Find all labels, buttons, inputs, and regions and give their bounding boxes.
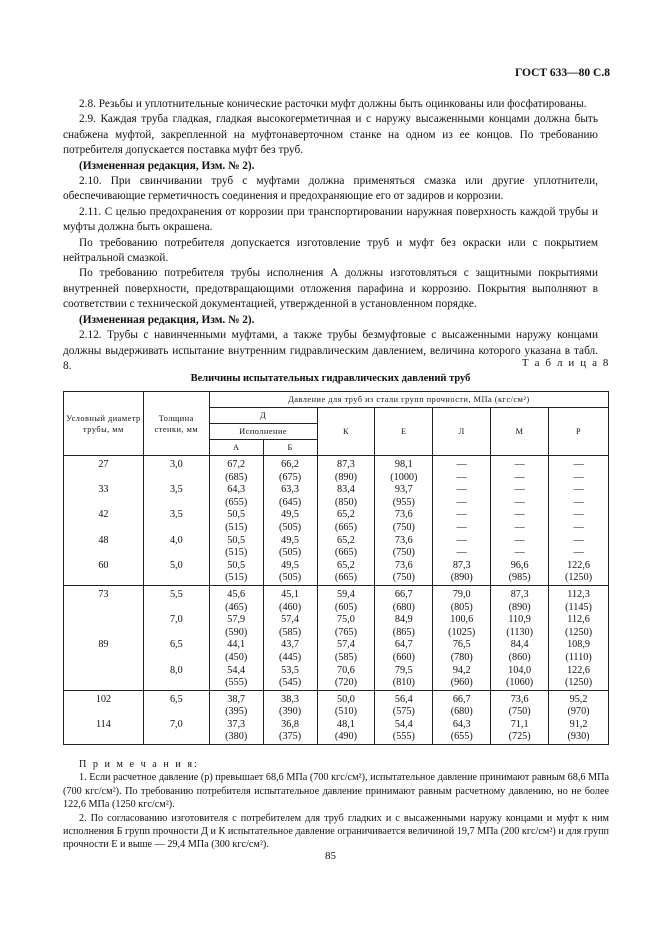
table-cell-b: 36,8 <box>263 719 317 732</box>
table-row <box>64 535 609 548</box>
table-cell-a: (555) <box>209 677 263 690</box>
page-number: 85 <box>325 850 336 862</box>
table-cell-k: (720) <box>317 677 375 690</box>
table-cell-e: (750) <box>375 547 433 560</box>
table-cell-l: — <box>433 509 491 522</box>
table-row <box>64 627 609 640</box>
table-cell-d <box>64 472 144 485</box>
table-cell-m: (890) <box>491 602 549 615</box>
table-cell-a: (450) <box>209 652 263 665</box>
table-row <box>64 572 609 585</box>
table-cell-b: (505) <box>263 522 317 535</box>
table-cell-e: 73,6 <box>375 509 433 522</box>
table-cell-e: 56,4 <box>375 690 433 706</box>
table-cell-b: (460) <box>263 602 317 615</box>
table-cell-t <box>143 547 209 560</box>
table-cell-a: 38,7 <box>209 690 263 706</box>
table-cell-t: 7,0 <box>143 719 209 732</box>
table-cell-k: 83,4 <box>317 484 375 497</box>
table-cell-e: (660) <box>375 652 433 665</box>
header-execution: Исполнение <box>209 424 317 440</box>
table-cell-m: — <box>491 472 549 485</box>
table-cell-k: 70,6 <box>317 665 375 678</box>
table-cell-m: 84,4 <box>491 639 549 652</box>
table-cell-r: — <box>549 509 609 522</box>
table-cell-l: — <box>433 472 491 485</box>
table-cell-b: 38,3 <box>263 690 317 706</box>
table-cell-b: (375) <box>263 731 317 744</box>
table-cell-a: (465) <box>209 602 263 615</box>
header-group-e: Е <box>375 408 433 456</box>
table-cell-k: (850) <box>317 497 375 510</box>
header-exec-a: А <box>209 440 263 456</box>
table-cell-t <box>143 572 209 585</box>
table-cell-r: (970) <box>549 706 609 719</box>
table-cell-d <box>64 731 144 744</box>
table-row <box>64 639 609 652</box>
table-cell-t: 3,0 <box>143 456 209 472</box>
table-cell-k: 65,2 <box>317 535 375 548</box>
table-cell-r: — <box>549 472 609 485</box>
table-cell-k: 75,0 <box>317 614 375 627</box>
table-cell-t <box>143 706 209 719</box>
table-cell-r: (1250) <box>549 677 609 690</box>
table-cell-l: (780) <box>433 652 491 665</box>
header-pressure: Давление для труб из стали групп прочности, МПа (кгс/см²) <box>209 392 608 408</box>
table-cell-a: (395) <box>209 706 263 719</box>
table-cell-d: 102 <box>64 690 144 706</box>
table-cell-d: 89 <box>64 639 144 652</box>
table-cell-a: 44,1 <box>209 639 263 652</box>
table-cell-m: — <box>491 535 549 548</box>
table-cell-a: 37,3 <box>209 719 263 732</box>
header-thickness: Толщина стенки, мм <box>143 392 209 456</box>
table-cell-a: (515) <box>209 572 263 585</box>
table-cell-r: 122,6 <box>549 665 609 678</box>
table-row <box>64 690 609 706</box>
table-cell-b: (505) <box>263 572 317 585</box>
table-cell-e: (750) <box>375 522 433 535</box>
table-cell-r: 122,6 <box>549 560 609 573</box>
table-cell-e: 93,7 <box>375 484 433 497</box>
note-2: 2. По согласованию изготовителя с потребителем для труб гладких и с высаженными наружу концами и муфт к ним исполнения Б групп прочности Д и К испытательное давление ограничивается величиной 19,7 МПа (200 кгс/см²) и для групп прочности Е и выше — 29,4 МПа (300 кгс/см²). <box>63 812 609 851</box>
table-cell-r: (1110) <box>549 652 609 665</box>
table-cell-k: 50,0 <box>317 690 375 706</box>
table-cell-d <box>64 614 144 627</box>
table-cell-r: 91,2 <box>549 719 609 732</box>
table-cell-m: — <box>491 456 549 472</box>
table-cell-d <box>64 665 144 678</box>
table-cell-e: (575) <box>375 706 433 719</box>
table-cell-l: (805) <box>433 602 491 615</box>
table-cell-a: 50,5 <box>209 560 263 573</box>
table-cell-k: (665) <box>317 572 375 585</box>
header-group-d: Д <box>209 408 317 424</box>
table-cell-t <box>143 677 209 690</box>
table-row <box>64 484 609 497</box>
table-cell-b: (675) <box>263 472 317 485</box>
table-cell-t: 6,5 <box>143 639 209 652</box>
table-cell-k: (665) <box>317 547 375 560</box>
table-cell-d <box>64 602 144 615</box>
paragraph-2-8: 2.8. Резьбы и уплотнительные конические расточки муфт должны быть оцинкованы или фосфатированы. <box>79 98 587 110</box>
amendment-note: (Измененная редакция, Изм. № 2). <box>79 313 255 326</box>
table-cell-d: 48 <box>64 535 144 548</box>
table-cell-e: 73,6 <box>375 560 433 573</box>
table-cell-r: 112,3 <box>549 585 609 601</box>
table-cell-l: 76,5 <box>433 639 491 652</box>
table-cell-t: 8,0 <box>143 665 209 678</box>
page-header-code: ГОСТ 633—80 С.8 <box>514 67 610 79</box>
table-cell-t <box>143 652 209 665</box>
table-cell-m: — <box>491 509 549 522</box>
table-cell-a: (380) <box>209 731 263 744</box>
table-cell-l: 64,3 <box>433 719 491 732</box>
table-cell-r: — <box>549 547 609 560</box>
table-cell-r: (1145) <box>549 602 609 615</box>
table-cell-e: (680) <box>375 602 433 615</box>
table-cell-a: 67,2 <box>209 456 263 472</box>
table-cell-b: 43,7 <box>263 639 317 652</box>
table-row <box>64 560 609 573</box>
table-cell-l: (960) <box>433 677 491 690</box>
table-cell-m: (725) <box>491 731 549 744</box>
table-cell-d <box>64 652 144 665</box>
table-row <box>64 456 609 472</box>
header-exec-b: Б <box>263 440 317 456</box>
table-cell-k: 57,4 <box>317 639 375 652</box>
table-cell-e: 64,7 <box>375 639 433 652</box>
table-cell-l: — <box>433 497 491 510</box>
table-cell-m: — <box>491 522 549 535</box>
table-cell-a: 54,4 <box>209 665 263 678</box>
table-cell-m: (1130) <box>491 627 549 640</box>
table-cell-l: — <box>433 547 491 560</box>
table-cell-d <box>64 677 144 690</box>
header-group-k: К <box>317 408 375 456</box>
table-cell-t: 5,5 <box>143 585 209 601</box>
table-cell-b: (390) <box>263 706 317 719</box>
table-cell-r: 95,2 <box>549 690 609 706</box>
table-cell-t: 4,0 <box>143 535 209 548</box>
table-cell-t <box>143 602 209 615</box>
table-cell-r: (1250) <box>549 627 609 640</box>
table-cell-k: (605) <box>317 602 375 615</box>
table-cell-b: (545) <box>263 677 317 690</box>
table-cell-t <box>143 522 209 535</box>
table-cell-d: 60 <box>64 560 144 573</box>
table-cell-e: 79,5 <box>375 665 433 678</box>
table-cell-t <box>143 731 209 744</box>
table-row <box>64 602 609 615</box>
table-body <box>64 456 609 745</box>
paragraph-2-11: 2.11. С целью предохранения от коррозии при транспортировании наружная поверхность каждой трубы и муфты должна быть окрашена. <box>63 205 598 234</box>
table-cell-e: 84,9 <box>375 614 433 627</box>
table-row <box>64 719 609 732</box>
notes-heading: П р и м е ч а н и я: <box>79 759 199 770</box>
table-cell-l: (1025) <box>433 627 491 640</box>
table-cell-a: 57,9 <box>209 614 263 627</box>
table-row <box>64 665 609 678</box>
table-cell-b: (585) <box>263 627 317 640</box>
paragraph: По требованию потребителя трубы исполнения А должны изготовляться с защитными покрытиями внутренней поверхности, предотвращающими отложения парафина и коррозию. Покрытия выполняют в соответствии с технической документацией, утвержденной в установленном порядке. <box>63 267 598 311</box>
table-cell-t: 3,5 <box>143 509 209 522</box>
table-cell-k: (890) <box>317 472 375 485</box>
table-cell-k: (585) <box>317 652 375 665</box>
table-cell-t: 5,0 <box>143 560 209 573</box>
table-title: Величины испытательных гидравлических давлений труб <box>190 373 471 384</box>
table-cell-t <box>143 497 209 510</box>
table-cell-b: 63,3 <box>263 484 317 497</box>
table-cell-l: (890) <box>433 572 491 585</box>
table-cell-a: 50,5 <box>209 509 263 522</box>
table-row <box>64 585 609 601</box>
table-cell-l: — <box>433 484 491 497</box>
header-group-r: Р <box>549 408 609 456</box>
table-cell-m: — <box>491 547 549 560</box>
table-cell-b: 49,5 <box>263 560 317 573</box>
table-cell-l: — <box>433 535 491 548</box>
table-cell-m: 110,9 <box>491 614 549 627</box>
table-cell-m: (1060) <box>491 677 549 690</box>
paragraph: По требованию потребителя допускается изготовление труб и муфт без окраски или с покрытием нейтральной смазкой. <box>63 236 598 265</box>
table-cell-e: (750) <box>375 572 433 585</box>
table-cell-k: (510) <box>317 706 375 719</box>
table-cell-e: (555) <box>375 731 433 744</box>
header-diameter: Условный диаметр трубы, мм <box>64 392 144 456</box>
table-cell-t: 3,5 <box>143 484 209 497</box>
table-cell-e: (955) <box>375 497 433 510</box>
table-cell-b: (645) <box>263 497 317 510</box>
table-row <box>64 497 609 510</box>
table-cell-l: 79,0 <box>433 585 491 601</box>
table-cell-m: 87,3 <box>491 585 549 601</box>
table-row <box>64 677 609 690</box>
paragraph-2-9: 2.9. Каждая труба гладкая, гладкая высокогерметичная и с наружу высаженными концами должна быть снабжена муфтой, закрепленной на муфтонаверточном станке на одном из ее концов. По требованию потребителя допускается поставка муфт без труб. <box>63 113 598 157</box>
table-row <box>64 731 609 744</box>
table-cell-l: (680) <box>433 706 491 719</box>
table-row <box>64 547 609 560</box>
table-cell-b: 66,2 <box>263 456 317 472</box>
table-cell-l: 100,6 <box>433 614 491 627</box>
table-cell-k: 48,1 <box>317 719 375 732</box>
table-cell-m: 96,6 <box>491 560 549 573</box>
table-row <box>64 652 609 665</box>
paragraph-2-12: 2.12. Трубы с навинченными муфтами, а также трубы безмуфтовые с высаженными наружу концами должны выдерживать испытание внутренним гидравлическим давлением, величина которого указана в табл. 8. <box>63 329 598 372</box>
table-cell-m: (860) <box>491 652 549 665</box>
table-cell-l: — <box>433 456 491 472</box>
table-cell-b: 49,5 <box>263 535 317 548</box>
table-cell-m: 104,0 <box>491 665 549 678</box>
table-cell-k: (765) <box>317 627 375 640</box>
table-cell-d <box>64 497 144 510</box>
table-row <box>64 472 609 485</box>
amendment-note: (Измененная редакция, Изм. № 2). <box>79 159 255 172</box>
table-caption: Т а б л и ц а 8 <box>521 357 610 369</box>
table-cell-r: (930) <box>549 731 609 744</box>
table-cell-a: 45,6 <box>209 585 263 601</box>
pressure-table <box>63 391 609 745</box>
table-cell-e: 54,4 <box>375 719 433 732</box>
table-cell-d <box>64 627 144 640</box>
header-group-l: Л <box>433 408 491 456</box>
table-cell-r: — <box>549 484 609 497</box>
table-cell-r: — <box>549 497 609 510</box>
table-cell-d: 73 <box>64 585 144 601</box>
table-cell-a: (515) <box>209 522 263 535</box>
table-cell-e: 73,6 <box>375 535 433 548</box>
table-cell-r: 108,9 <box>549 639 609 652</box>
table-cell-d: 42 <box>64 509 144 522</box>
table-cell-m: 73,6 <box>491 690 549 706</box>
table-cell-m: (985) <box>491 572 549 585</box>
table-cell-t <box>143 627 209 640</box>
table-row <box>64 522 609 535</box>
table-cell-r: — <box>549 535 609 548</box>
table-cell-m: — <box>491 497 549 510</box>
table-cell-k: (665) <box>317 522 375 535</box>
table-cell-r: — <box>549 522 609 535</box>
table-row <box>64 509 609 522</box>
note-1: 1. Если расчетное давление (р) превышает 68,6 МПа (700 кгс/см²), испытательное давление принимают равным 68,6 МПа (700 кгс/см²). По требованию потребителя испытательное давление принимают равным расчетному давлению, но не более 122,6 МПа (1250 кгс/см²). <box>63 772 609 811</box>
table-cell-k: (490) <box>317 731 375 744</box>
table-cell-k: 87,3 <box>317 456 375 472</box>
table-cell-l: 94,2 <box>433 665 491 678</box>
table-cell-d: 114 <box>64 719 144 732</box>
table-cell-t: 7,0 <box>143 614 209 627</box>
table-cell-b: 45,1 <box>263 585 317 601</box>
table-cell-e: (865) <box>375 627 433 640</box>
table-cell-b: 57,4 <box>263 614 317 627</box>
table-cell-r: (1250) <box>549 572 609 585</box>
notes <box>63 758 609 852</box>
table-cell-m: (750) <box>491 706 549 719</box>
table-cell-d <box>64 547 144 560</box>
table-cell-d <box>64 706 144 719</box>
table-cell-k: 59,4 <box>317 585 375 601</box>
table-cell-d: 33 <box>64 484 144 497</box>
table-cell-e: 66,7 <box>375 585 433 601</box>
table-cell-l: — <box>433 522 491 535</box>
table-cell-b: 49,5 <box>263 509 317 522</box>
table-cell-t <box>143 472 209 485</box>
table-cell-k: 65,2 <box>317 509 375 522</box>
table-cell-r: — <box>549 456 609 472</box>
table-cell-d <box>64 522 144 535</box>
table-row <box>64 614 609 627</box>
table-cell-e: (810) <box>375 677 433 690</box>
table-cell-m: — <box>491 484 549 497</box>
table-cell-b: (505) <box>263 547 317 560</box>
table-cell-a: 50,5 <box>209 535 263 548</box>
table-cell-k: 65,2 <box>317 560 375 573</box>
table-cell-l: 66,7 <box>433 690 491 706</box>
table-cell-l: 87,3 <box>433 560 491 573</box>
paragraph-2-10: 2.10. При свинчивании труб с муфтами должна применяться смазка или другие уплотнители, обеспечивающие герметичность соединения и предохраняющие его от задиров и коррозии. <box>63 175 598 203</box>
table-row <box>64 706 609 719</box>
header-group-m: М <box>491 408 549 456</box>
table-cell-a: 64,3 <box>209 484 263 497</box>
table-cell-r: 112,6 <box>549 614 609 627</box>
body-text <box>63 97 598 374</box>
table-cell-d: 27 <box>64 456 144 472</box>
table-cell-e: 98,1 <box>375 456 433 472</box>
table-cell-e: (1000) <box>375 472 433 485</box>
table-cell-a: (685) <box>209 472 263 485</box>
table-cell-a: (655) <box>209 497 263 510</box>
table-cell-a: (515) <box>209 547 263 560</box>
table-cell-l: (655) <box>433 731 491 744</box>
table-cell-b: 53,5 <box>263 665 317 678</box>
table-cell-d <box>64 572 144 585</box>
table-cell-a: (590) <box>209 627 263 640</box>
table-cell-t: 6,5 <box>143 690 209 706</box>
table-cell-b: (445) <box>263 652 317 665</box>
table-cell-m: 71,1 <box>491 719 549 732</box>
